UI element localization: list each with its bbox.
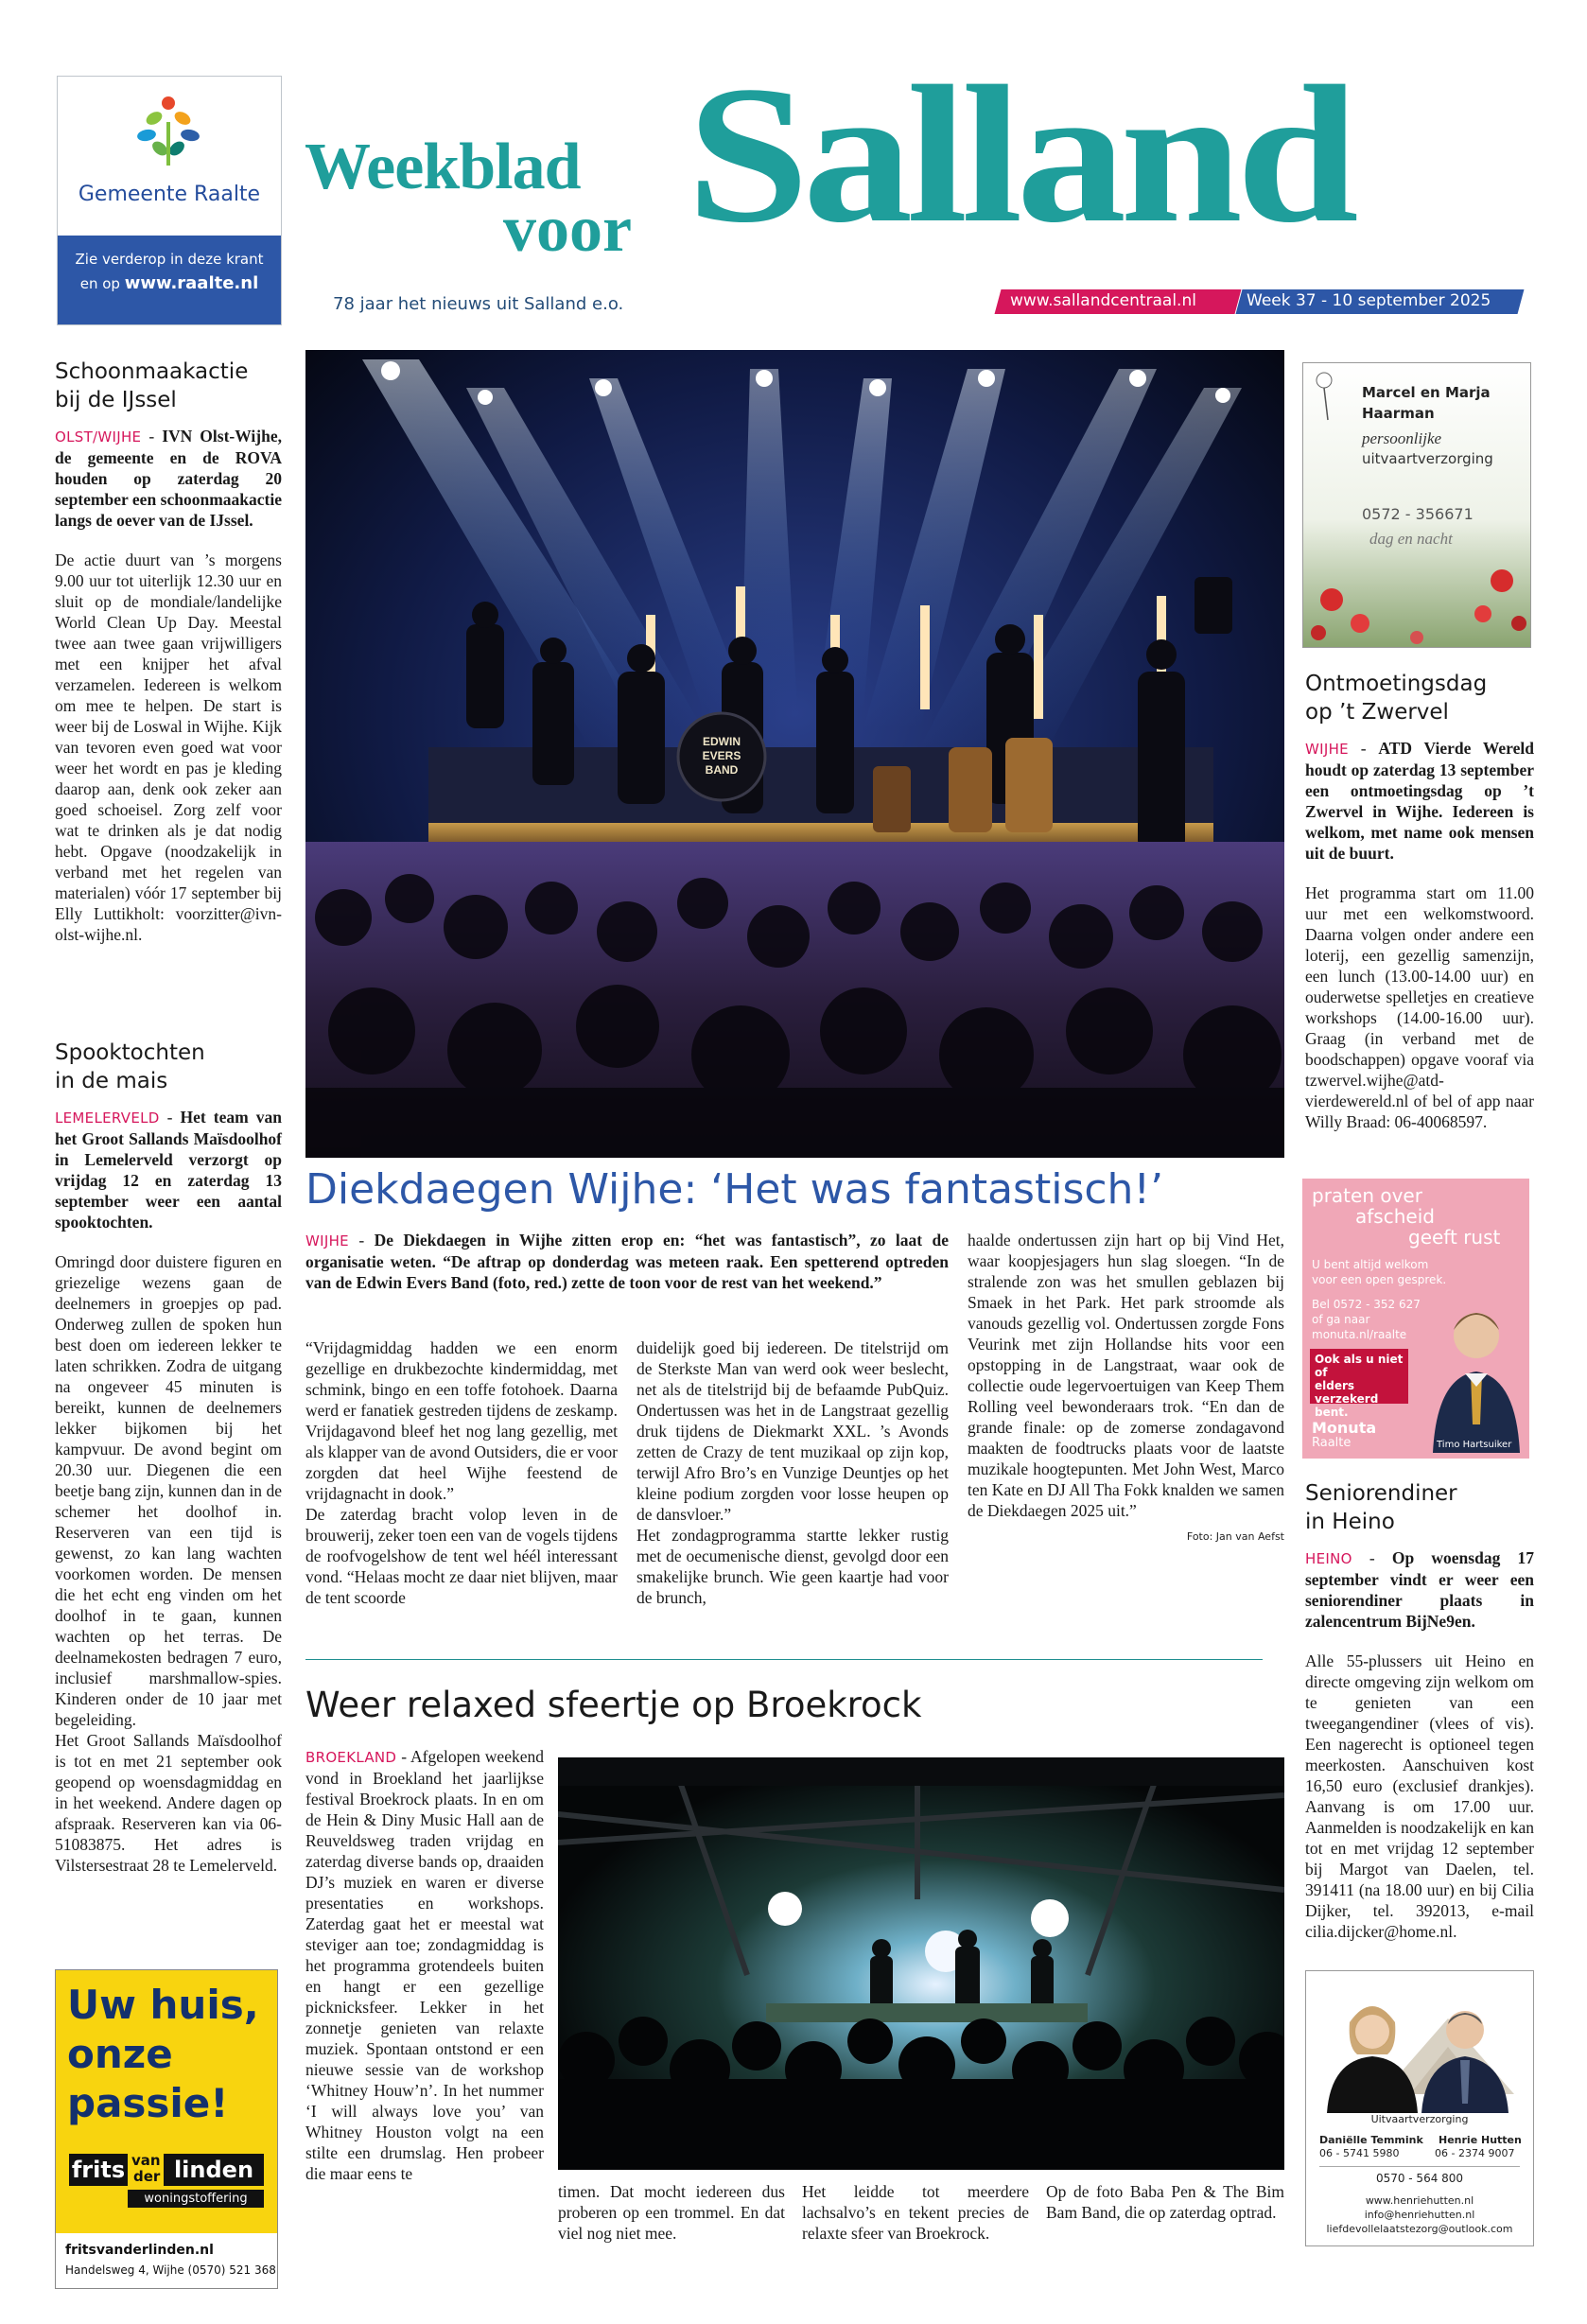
logo-der: der [133,2168,161,2185]
ad-headline-3: passie! [67,2080,229,2126]
right-article-seniorendiner [1305,1479,1534,1961]
hutten-name-2: Henrie Hutten [1439,2134,1522,2146]
ad-url[interactable]: fritsvanderlinden.nl [65,2243,214,2258]
haarman-line-5: dag en nacht [1369,530,1453,548]
hutten-phone-3[interactable]: 0570 - 564 800 [1375,2172,1464,2185]
location-tag: BROEKLAND [305,1749,397,1766]
second-col3-text: Het leidde tot meerdere lachsalvo’s en tekent precies de relaxte sfeer van Broekrock. [802,2182,1029,2243]
right-article-ontmoetingsdag [1305,670,1534,1151]
monuta-bel-2: of ga naar [1312,1313,1370,1326]
concert-photo-illustration [305,350,1284,1158]
article-text: OLST/WIJHE - IVN Olst-Wijhe, de gemeente en de ROVA houden op zaterdag 20 september een schoonmaakactie langs de oever van de IJssel. De actie duurt van ’s morgens 9.00 uur tot uiterlijk 12.30 uur en sluit op de mondiale/landelijke World Clean Up Day. Meestal twee aan twee gaan vrijwilligers met een knijper het afval verzamelen. Iedereen is welkom om mee te helpen. De start is weer bij de Loswal in Wijhe. Kijk van tevoren even goed wat voor weer het wordt en pas je kleding daarop aan, denk ook zeker aan goed schoeisel. Zorg zelf voor wat te drinken als je dat nodig hebt. Opgave (noodzakelijk in verband met het regelen van materialen) vóór 17 september bij Elly Luttikholt: voorzitter@ivn-olst-wijhe.nl. [55,427,282,944]
main-col1-text: “Vrijdagmiddag hadden we een enorm gezellige en drukbezochte kindermiddag, met schmink, bingo en een toffe fotohoek. Daarna werd er fanatiek gestreden tijdens de zeskamp. Vrijdagavond bleef het nog lang gezellig, met als klapper van de avond Outsiders, die er voor zorgden dat heel Wijhe feestend de vrijdagnacht in dook.” [305,1338,618,1503]
monuta-note-3: bent. [1315,1406,1349,1419]
haarman-phone[interactable]: 0572 - 356671 [1362,505,1474,523]
second-article-col-2 [558,2181,785,2263]
monuta-person-photo [1427,1292,1526,1453]
left-article-spooktochten [55,1039,282,1895]
main-article-lead: WIJHE - De Diekdaegen in Wijhe zitten erop en: “het was fantastisch”, zo laat de organisatie weten. “De aftrap op donderdag was meteen raak. Een spetterend optreden van de Edwin Evers Band (foto, red.) zette de toon voor de rest van het weekend.” [305,1231,949,1292]
main-col3-text: haalde ondertussen zijn hart op bij Vind Het, waar koopjesjagers hun slag sloegen. “In de stralende zon was het smullen geblazen bij Smaek in het Park. Het park stroomde als vanouds gezellig vol. Ondertussen zorgde Fons Veurink met zijn Hollandse hits voor een opstopping in de Langstraat, waar ook de collectie oude legervoertuigen van Keep Them Rolling veel bewonderaars trok. “En dan de grande finale: op de zomerse zondagavond maakten de foodtrucks plaats voor de laatste muzikale hoogtepunten. Met John West, Marco ten Kate en DJ All Tha Fokk knalden we samen de Diekdaegen 2025 uit.” [968,1231,1284,1520]
tagline: 78 jaar het nieuws uit Salland e.o. [333,294,624,314]
monuta-brand-place: Raalte [1312,1436,1352,1450]
logo-frits: frits [69,2154,128,2186]
drum-text-1: EDWIN [703,735,741,748]
hutten-uitvaart-ad[interactable] [1305,1970,1534,2246]
hutten-name-1: Daniëlle Temmink [1319,2134,1423,2146]
main-article-col-1 [305,1337,618,1627]
haarman-name-2: Haarman [1362,405,1435,422]
second-col4-text: Op de foto Baba Pen & The Bim Bam Band, die op zaterdag optrad. [1046,2182,1284,2222]
main-article-col-3 [968,1230,1284,1547]
article-title: Schoonmaakactie bij de IJssel [55,359,249,412]
website-link[interactable]: www.sallandcentraal.nl [1010,291,1196,310]
article-text: LEMELERVELD - Het team van het Groot Sallands Maïsdoolhof in Lemelerveld verzorgt op vrijdag 12 en zaterdag 13 september weer een aantal spooktochten. Omringd door duistere figuren en griezelige wezens gaan de deelnemers in groepjes op pad. Onderweg zullen de spoken hun best doen om iedereen lekker te laten schrikken. Zodra de uitgang na ongeveer 45 minuten is bereikt, kunnen de deelnemers lekker bijkomen bij het kampvuur. De avond begint om 20.30 uur. Diegenen die een beetje bang zijn, kunnen dan in de schemer het doolhof in. Reserveren van een tijd is gewenst, zo kan lang wachten voorkomen worden. De mensen die het echt eng vinden om het doolhof in te gaan, kunnen wachten op het terras. De deelnamekosten bedragen 7 euro, inclusief marshmallow-spies. Kinderen onder de 10 jaar met begeleiding. Het Groot Sallands Maïsdoolhof is tot en met 21 september ook geopend op woensdagmiddag en in het weekend. Andere dagen op afspraak. Reserveren kan via 06-51083875. Het adres is Vilstersestraat 28 te Lemelerveld. [55,1108,282,1875]
hutten-web-3[interactable]: liefdevollelaatstezorg@outlook.com [1326,2223,1513,2235]
hutten-web-1[interactable]: www.henriehutten.nl [1365,2194,1474,2207]
hutten-phone-1[interactable]: 06 - 5741 5980 [1319,2147,1400,2159]
monuta-person-name: Timo Hartsuiker [1437,1440,1512,1450]
monuta-invite-1: U bent altijd welkom [1312,1258,1429,1271]
haarman-name-1: Marcel en Marja [1362,384,1491,401]
hutten-divider [1319,2166,1520,2167]
frits-vanderlinden-ad[interactable] [55,1969,278,2289]
article-body: Het programma start om 11.00 uur met een welkomstwoord. Daarna volgen onder andere een loterij, een gezellig samenzijn, een lunch (13.00-14.00 uur) en ouderwetse spelletjes en creatieve workshops (14.00-16.00 uur). Graag (in verband met de boodschappen) opgave vooraf via tzwervel.wijhe@atd-vierdewereld.nl of bel of app naar Willy Braad: 06-40068597. [1305,883,1534,1131]
hutten-title: Uitvaartverzorging [1370,2113,1469,2125]
haarman-uitvaart-ad[interactable] [1302,362,1531,648]
main-headline: Diekdaegen Wijhe: ‘Het was fantastisch!’ [305,1165,1164,1214]
hutten-web-2[interactable]: info@henriehutten.nl [1364,2209,1475,2221]
monuta-bel-1[interactable]: Bel 0572 - 352 627 [1312,1298,1421,1311]
week-info: Week 37 - 10 september 2025 [1247,291,1491,310]
monuta-ad[interactable] [1302,1179,1529,1459]
article-text: HEINO - Op woensdag 17 september vindt er weer een seniorendiner plaats in zalencentrum BijNe9en. Alle 55-plussers uit Heino en directe omgeving zijn welkom om te genieten van een tweegangendiner (vlees of vis). Een nagerecht is optioneel tegen meerkosten. Aanschuiven kost 16,50 euro (exclusief drankjes). Aanvang is om 17.00 uur. Aanmelden is noodzakelijk en kan tot en met vrijdag 12 september bij Margot van Daelen, tel. 391411 (na 18.00 uur) en bij Cilia Dijker, tel. 392013, e-mail cilia.dijcker@home.nl. [1305,1548,1535,1941]
article-body: De actie duurt van ’s morgens 9.00 uur tot uiterlijk 12.30 uur en sluit op de mondiale/landelijke World Clean Up Day. Meestal twee aan twee gaan vrijwilligers met een knijper het afval verzamelen. Iedereen is welkom om mee te helpen. De start is weer bij de Loswal in Wijhe. Kijk van tevoren even goed wat voor weer het wordt en pas je kleding daarop aan, denk ook zeker aan goed schoeisel. Zorg zelf voor wat te drinken als je dat nodig hebt. Opgave (noodzakelijk in verband met het regelen van materialen) vóór 17 september bij Elly Luttikholt: voorzitter@ivn-olst-wijhe.nl. [55,550,282,944]
title-weekblad: Weekblad [305,131,581,203]
monuta-line-3: geeft rust [1408,1226,1501,1249]
article-text: WIJHE - ATD Vierde Wereld houdt op zaterdag 13 september een ontmoetingsdag op ’t Zwervel in Wijhe. Iedereen is welkom, met name ook mensen uit de buurt. Het programma start om 11.00 uur met een welkomstwoord. Daarna volgen onder andere een loterij, een gezellig samenzijn, een lunch (13.00-14.00 uur) en ouderwetse spelletjes en creatieve workshops (14.00-16.00 uur). Graag (in verband met de boodschappen) opgave vooraf via tzwervel.wijhe@atd-vierdewereld.nl of bel of app naar Willy Braad: 06-40068597. [1305,739,1534,1131]
article-body-2: Het Groot Sallands Maïsdoolhof is tot en met 21 september ook geopend op woensdagmiddag en in het weekend. Andere dagen op afspraak. Reserveren kan via 06-51083875. Het adres is Vilstersestraat 28 te Lemelerveld. [55,1731,282,1875]
main-col1b-text: De zaterdag bracht volop leven in de brouwerij, zeker toen een van de vogels tijdens de roofvogelshow de tent wel héél interessant vond. “Helaas mocht ze daar niet blijven, maar de tent scoorde [305,1505,618,1607]
ad-headline-2: onze [67,2031,173,2077]
second-article-col-4 [1046,2181,1284,2242]
hutten-portraits-photo [1306,1981,1533,2113]
frits-logo [69,2152,268,2210]
article-title: Seniorendiner in Heino [1305,1481,1457,1534]
monuta-note-2: elders verzekerd [1315,1379,1379,1406]
second-article-col-1: BROEKLAND - Afgelopen weekend vond in Broekland het jaarlijkse festival Broekrock plaats. In en om de Hein & Diny Music Hall aan de Reuveldsweg traden vrijdag en zaterdag diverse bands op, draaiden DJ’s muziek en waren er diverse presentaties en workshops. Zaterdag gaat het er meestal wat steviger aan toe; zondagmiddag is het programma grotendeels buiten en hangt er een gezellige picknicksfeer. Lekker in het zonnetje genieten van relaxte muziek. Spontaan ontstond er een nieuwe sessie van de workshop ‘Whitney Houw’n’. In het nummer ‘I will always love you’ van Whitney Houston volgt na een stilte een drumslag. Hen probeer die maar eens te [305,1747,544,2183]
monuta-note-1: Ook als u niet of [1315,1353,1404,1379]
section-divider [305,1659,1263,1660]
location-tag: WIJHE [1305,741,1349,758]
gemeente-name: Gemeente Raalte [78,183,261,206]
title-voor: voor [503,193,633,266]
second-headline: Weer relaxed sfeertje op Broekrock [305,1685,922,1725]
main-col2b-text: Het zondagprogramma startte lekker rustig met de oecumenische dienst, gevolgd door een smakelijke brunch. Wie geen kaartje had voor de brunch, [637,1526,949,1607]
ad-address: Handelsweg 4, Wijhe (0570) 521 368 [65,2263,276,2277]
monuta-line-2: afscheid [1355,1205,1435,1228]
broekrock-photo-illustration [558,1757,1284,2170]
monuta-brand: Monuta [1312,1419,1377,1437]
monuta-bel-3[interactable]: monuta.nl/raalte [1312,1328,1407,1341]
drum-text-3: BAND [705,763,739,777]
left-article-schoonmaak [55,358,282,964]
location-tag: WIJHE [305,1232,349,1249]
photo-credit: Foto: Jan van Aefst [1186,1530,1284,1543]
monuta-line-1: praten over [1312,1184,1422,1207]
logo-sub: woningstoffering [128,2190,264,2208]
article-title: Ontmoetingsdag op ’t Zwervel [1305,672,1488,725]
second-article-col-3 [802,2181,1029,2263]
gemeente-info-band [58,236,281,324]
title-salland: Salland [687,45,1353,263]
haarman-line-4: uitvaartverzorging [1362,450,1493,467]
main-col2-text: duidelijk goed bij iedereen. De titelstrijd om de Sterkste Man van werd ook weer beslecht, net als de titelstrijd bij de befaamde PubQuiz. Ondertussen was het in de Langstraat gezellig druk tijdens de Diekmarkt XXL. ’s Avonds zetten de Crazy de tent muzikaal op zijn kop, terwijl Afro Bro’s en Vunzige Deuntjes op het kleine podium zorgden voor losse heupen op de dansvloer.” [637,1338,949,1524]
second-col2-text: timen. Dat mocht iedereen dus proberen op een trommel. En dat viel nog niet mee. [558,2182,785,2243]
haarman-line-3: persoonlijke [1362,429,1442,447]
gemeente-raalte-logo-icon [135,94,201,173]
article-title: Spooktochten in de mais [55,1040,205,1093]
drum-text-2: EVERS [702,749,741,762]
location-tag: LEMELERVELD [55,1110,160,1127]
hutten-phone-2[interactable]: 06 - 2374 9007 [1435,2147,1515,2159]
gemeente-info-line1: Zie verderop in deze krant [75,251,264,268]
main-article-col-2 [637,1337,949,1627]
gemeente-info-line2: en op www.raalte.nl [79,273,259,293]
edwin-evers-concert-photo [305,350,1284,1158]
location-tag: OLST/WIJHE [55,428,142,446]
monuta-invite-2: voor een open gesprek. [1312,1273,1447,1286]
gemeente-url-link[interactable]: www.raalte.nl [124,273,259,293]
broekrock-photo [558,1757,1284,2170]
logo-van: van [131,2152,161,2169]
logo-linden: linden [164,2154,264,2186]
gemeente-raalte-ad[interactable] [57,76,282,325]
article-body: Omringd door duistere figuren en griezelige wezens gaan de deelnemers in groepjes op pad. Onderweg zullen de spoken hun best doen om iedereen lekker te laten schrikken. Zodra de uitgang na ongeveer 45 minuten is bereikt, kunnen de deelnemers lekker bijkomen bij het kampvuur. De avond begint om 20.30 uur. Diegenen die een beetje bang zijn, kunnen dan in de schemer het doolhof in. Reserveren van een tijd is gewenst, zo kan lang wachten voorkomen worden. De mensen die het echt eng vinden om het doolhof in te gaan, kunnen wachten op het terras. De deelnamekosten bedragen 7 euro, inclusief marshmallow-spies. Kinderen onder de 10 jaar met begeleiding. [55,1252,282,1729]
article-body: Alle 55-plussers uit Heino en directe omgeving zijn welkom om te genieten van een tweegangendiner (vlees of vis). Een nagerecht is optioneel tegen meerkosten. Aanschuiven kost 16,50 euro (exclusief drankjes). Aanvang is om 17.00 uur. Aanmelden is noodzakelijk en kan tot en met vrijdag 12 september bij Margot van Daelen, tel. 391411 (na 18.00 uur) en bij Cilia Dijker, tel. 392013, e-mail cilia.dijcker@home.nl. [1305,1651,1535,1941]
ad-headline-1: Uw huis, [67,1982,259,2028]
location-tag: HEINO [1305,1550,1352,1567]
monuta-note-box [1310,1349,1408,1419]
